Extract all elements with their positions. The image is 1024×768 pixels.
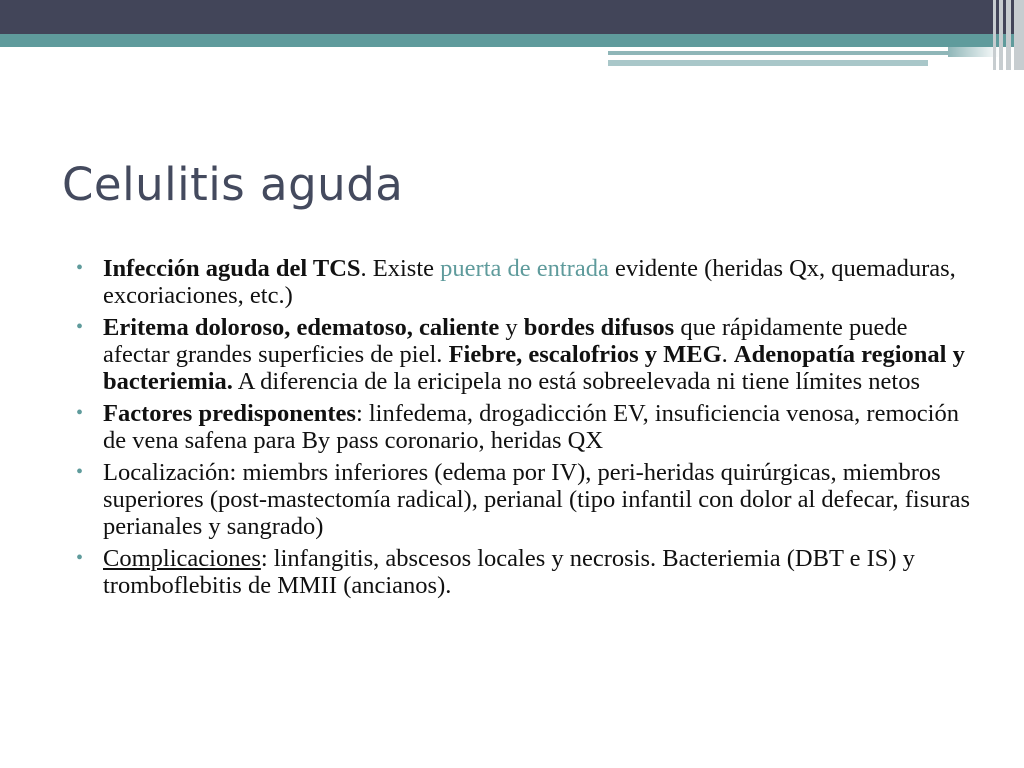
- bullet-text: A diferencia de la ericipela no está sobreelevada ni tiene límites netos: [232, 368, 921, 395]
- bullet-text: : linfangitis, abscesos locales y necrosis. Bacteriemia (DBT e IS) y tromboflebitis de MMII (ancianos).: [103, 545, 915, 599]
- bullet-text: Localización: miembrs inferiores (edema por IV), peri-heridas quirúrgicas, miembros superiores (post-mastectomía radical), perianal (tipo infantil con dolor al defecar, fisuras perianales y sangrado): [103, 459, 971, 540]
- bullet-dot-icon: •: [76, 547, 84, 569]
- header-dark-band: [0, 0, 1024, 34]
- bullet-text: que rápidamente puede afectar grandes superficies de piel.: [103, 314, 908, 368]
- bullet-dot-icon: •: [76, 461, 84, 483]
- bullet-item-factores: [78, 400, 978, 454]
- bullet-text: .: [721, 341, 734, 368]
- slide-title: Celulitis aguda: [62, 158, 404, 211]
- bullet-dot-icon: •: [76, 316, 84, 338]
- bullet-bold-text: bordes difusos: [523, 314, 675, 341]
- bullet-bold-text: Eritema doloroso, edematoso, caliente: [103, 314, 500, 341]
- header-teal-band: [0, 34, 1024, 47]
- bullet-dot-icon: •: [76, 257, 84, 279]
- bullet-bold-text: Factores predisponentes: [103, 400, 356, 427]
- bullet-underlined-text: Complicaciones: [103, 545, 261, 572]
- bullet-bold-text: Infección aguda del TCS: [103, 255, 361, 282]
- bullet-text: . Existe: [360, 255, 441, 282]
- bullet-list: [78, 255, 978, 604]
- bullet-text: y: [499, 314, 524, 341]
- bullet-bold-text: Fiebre, escalofrios y MEG: [448, 341, 722, 368]
- bullet-item-localizacion: [78, 459, 978, 540]
- bullet-item-eritema: [78, 314, 978, 395]
- header-thin-line-top: [608, 51, 948, 55]
- bullet-item-infeccion: [78, 255, 978, 309]
- bullet-dot-icon: •: [76, 402, 84, 424]
- bullet-bold-text: Adenopatía regional y bacteriemia.: [103, 341, 965, 395]
- highlight-text-puerta: puerta de entrada: [440, 255, 609, 282]
- bullet-item-complicaciones: [78, 545, 978, 599]
- bullet-text: : linfedema, drogadicción EV, insuficiencia venosa, remoción de vena safena para By pass coronario, heridas QX: [103, 400, 959, 454]
- header-edge-stripes: [993, 0, 1024, 70]
- header-thin-line-bottom: [608, 60, 928, 66]
- bullet-text: evidente (heridas Qx, quemaduras, excoriaciones, etc.): [103, 255, 956, 309]
